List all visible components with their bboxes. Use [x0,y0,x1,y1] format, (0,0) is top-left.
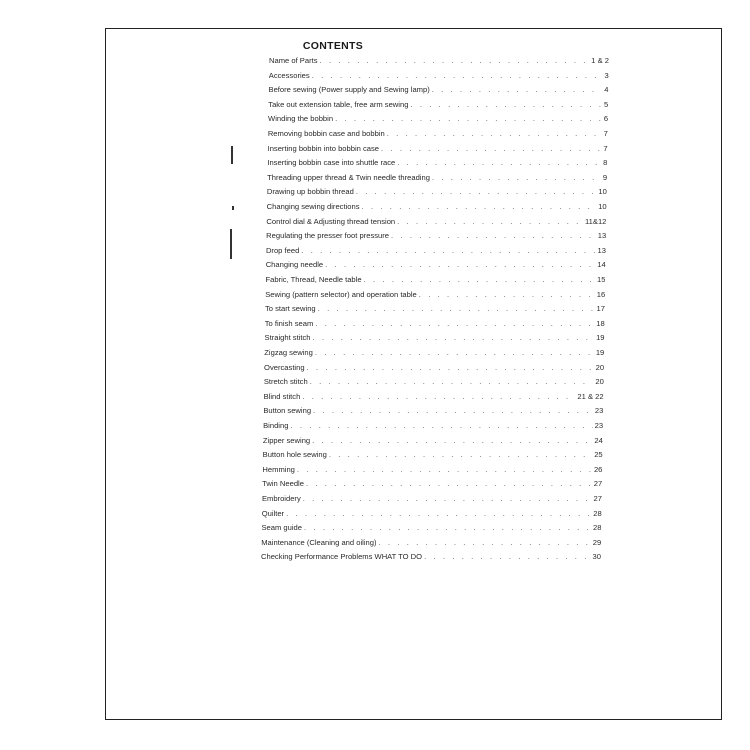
toc-entry-page: 19 [596,333,605,343]
toc-entry-page: 27 [593,479,603,489]
toc-entry-label: Before sewing (Power supply and Sewing lamp) [268,85,430,95]
toc-entry-page: 23 [594,421,604,430]
toc-entry-label: Blind stitch [263,391,301,401]
toc-entry-label: Removing bobbin case and bobbin [267,129,385,138]
toc-entry-label: Winding the bobbin [268,114,334,124]
toc-entry-label: Twin Needle [262,479,304,489]
toc-entry [267,187,607,196]
toc-entry-page: 23 [594,406,604,416]
toc-leader-dots [297,465,592,474]
toc-entry [267,158,607,167]
toc-entry-page: 20 [595,362,605,372]
toc-leader-dots [310,377,594,386]
toc-entry [266,260,606,269]
toc-entry-label: Threading upper thread & Twin needle threading [267,172,430,182]
toc-entry [262,509,602,518]
toc-leader-dots [329,450,592,459]
toc-entry-label: Control dial & Adjusting thread tension [266,216,396,226]
toc-entry [261,538,601,547]
toc-entry-label: Inserting bobbin into bobbin case [267,143,380,153]
toc-entry [268,114,608,123]
toc-leader-dots [419,290,595,299]
toc-entry [269,85,609,94]
toc-entry-page: 24 [594,435,603,445]
toc-entry [266,231,606,240]
toc-entry [264,392,604,401]
toc-entry-page: 25 [594,450,603,460]
toc-entry [263,421,603,430]
toc-entry-label: Drawing up bobbin thread [266,187,354,197]
toc-entry [261,552,601,561]
toc-entry [264,377,604,386]
toc-entry [263,450,603,459]
toc-leader-dots [325,260,595,269]
page-title: CONTENTS [302,40,364,52]
toc-entry-label: Accessories [268,70,310,80]
toc-entry-page: 1 & 2 [591,56,609,65]
toc-entry-label: To start sewing [265,304,316,314]
toc-leader-dots [290,421,592,430]
toc-entry-label: Overcasting [264,362,305,372]
toc-entry [265,275,605,284]
toc-entry [268,100,608,109]
toc-leader-dots [306,479,592,488]
toc-leader-dots [318,304,595,313]
toc-entry-page: 28 [593,508,602,518]
toc-entry [266,217,606,226]
toc-entry-label: Seam guide [261,523,302,533]
toc-entry-label: Changing needle [265,260,324,270]
toc-entry [266,246,606,255]
toc-entry-page: 13 [597,231,607,241]
toc-entry [262,465,602,474]
toc-entry-page: 10 [598,187,607,197]
toc-entry-label: Button hole sewing [262,450,327,460]
toc-entry-page: 21 & 22 [577,391,604,401]
toc-leader-dots [364,275,595,284]
toc-entry-label: Zipper sewing [262,435,311,445]
toc-entry [268,129,608,138]
toc-entry-page: 4 [604,85,609,95]
toc-entry [267,202,607,211]
toc-entry [261,523,601,532]
toc-entry-label: Sewing (pattern selector) and operation table [265,289,417,299]
toc-entry [265,290,605,299]
toc-entry-page: 26 [593,464,603,474]
toc-entry-label: Button sewing [263,406,312,416]
toc-entry-page: 16 [596,289,606,299]
toc-entry [267,173,607,182]
toc-entry-page: 8 [603,158,608,168]
toc-entry-page: 13 [597,245,606,255]
toc-leader-dots [315,348,594,357]
toc-entry [265,319,605,328]
toc-entry-label: Fabric, Thread, Needle table [265,275,362,284]
toc-entry-label: Name of Parts [269,56,318,65]
toc-entry-label: Hemming [262,464,295,474]
toc-entry [264,363,604,372]
toc-leader-dots [304,523,591,532]
toc-entry-page: 9 [602,172,608,182]
toc-entry-page: 19 [595,348,605,357]
toc-entry-label: Zigzag sewing [264,348,313,357]
toc-entry-page: 15 [597,275,606,284]
toc-entry [263,436,603,445]
toc-leader-dots [313,333,595,342]
toc-leader-dots [424,552,590,561]
toc-entry-page: 10 [598,202,607,211]
toc-entry-label: Take out extension table, free arm sewing [268,99,409,109]
toc-leader-dots [301,246,595,255]
toc-entry-label: Binding [263,421,289,430]
toc-entry-label: Regulating the presser foot pressure [266,231,390,241]
toc-leader-dots [286,509,591,518]
toc-leader-dots [307,363,594,372]
toc-entry-page: 7 [603,143,608,153]
toc-entry-page: 3 [604,70,609,80]
toc-leader-dots [312,436,592,445]
toc-entry-page: 20 [595,377,604,387]
toc-leader-dots [335,114,602,123]
toc-entry-label: Checking Performance Problems WHAT TO DO [261,552,423,562]
toc-entry-page: 18 [596,318,605,328]
toc-entry-label: Straight stitch [264,333,311,343]
toc-entry-label: Quilter [261,508,285,518]
toc-leader-dots [302,392,575,401]
toc-entry-page: 30 [592,552,601,562]
toc-entry-label: Drop feed [265,245,300,255]
toc-leader-dots [397,217,583,226]
toc-entry [262,494,602,503]
toc-entry [263,406,603,415]
toc-entry-page: 6 [603,114,609,124]
toc-entry-label: Inserting bobbin case into shuttle race [267,158,396,168]
toc-leader-dots [356,187,597,196]
toc-entry-page: 7 [603,129,608,138]
toc-entry [265,333,605,342]
toc-entry [264,348,604,357]
toc-entry-page: 27 [593,494,602,503]
toc-entry-page: 28 [593,523,602,533]
toc-leader-dots [432,173,601,182]
toc-entry-page: 11&12 [585,216,607,226]
toc-entry-label: Embroidery [261,494,301,503]
toc-leader-dots [303,494,592,503]
toc-leader-dots [381,144,601,153]
toc-leader-dots [312,71,603,80]
toc-leader-dots [378,538,590,547]
toc-leader-dots [362,202,597,211]
toc-leader-dots [320,56,590,65]
toc-leader-dots [315,319,594,328]
toc-leader-dots [432,85,603,94]
toc-leader-dots [397,158,601,167]
toc-leader-dots [391,231,596,240]
toc-entry-page: 17 [596,304,605,314]
toc-entry-label: Stretch stitch [263,377,308,387]
toc-entry-page: 14 [597,260,606,270]
toc-entry-label: To finish seam [264,318,314,328]
toc-entry-page: 29 [592,537,602,547]
toc-entry [262,479,602,488]
toc-entry [268,144,608,153]
toc-entry-page: 5 [604,99,609,109]
toc-entry-label: Changing sewing directions [266,202,360,211]
toc-entry [265,304,605,313]
toc-entry [269,56,609,65]
toc-leader-dots [410,100,602,109]
toc-leader-dots [387,129,602,138]
toc-leader-dots [313,406,593,415]
toc-entry [269,71,609,80]
toc-entry-label: Maintenance (Cleaning and oiling) [261,537,377,547]
